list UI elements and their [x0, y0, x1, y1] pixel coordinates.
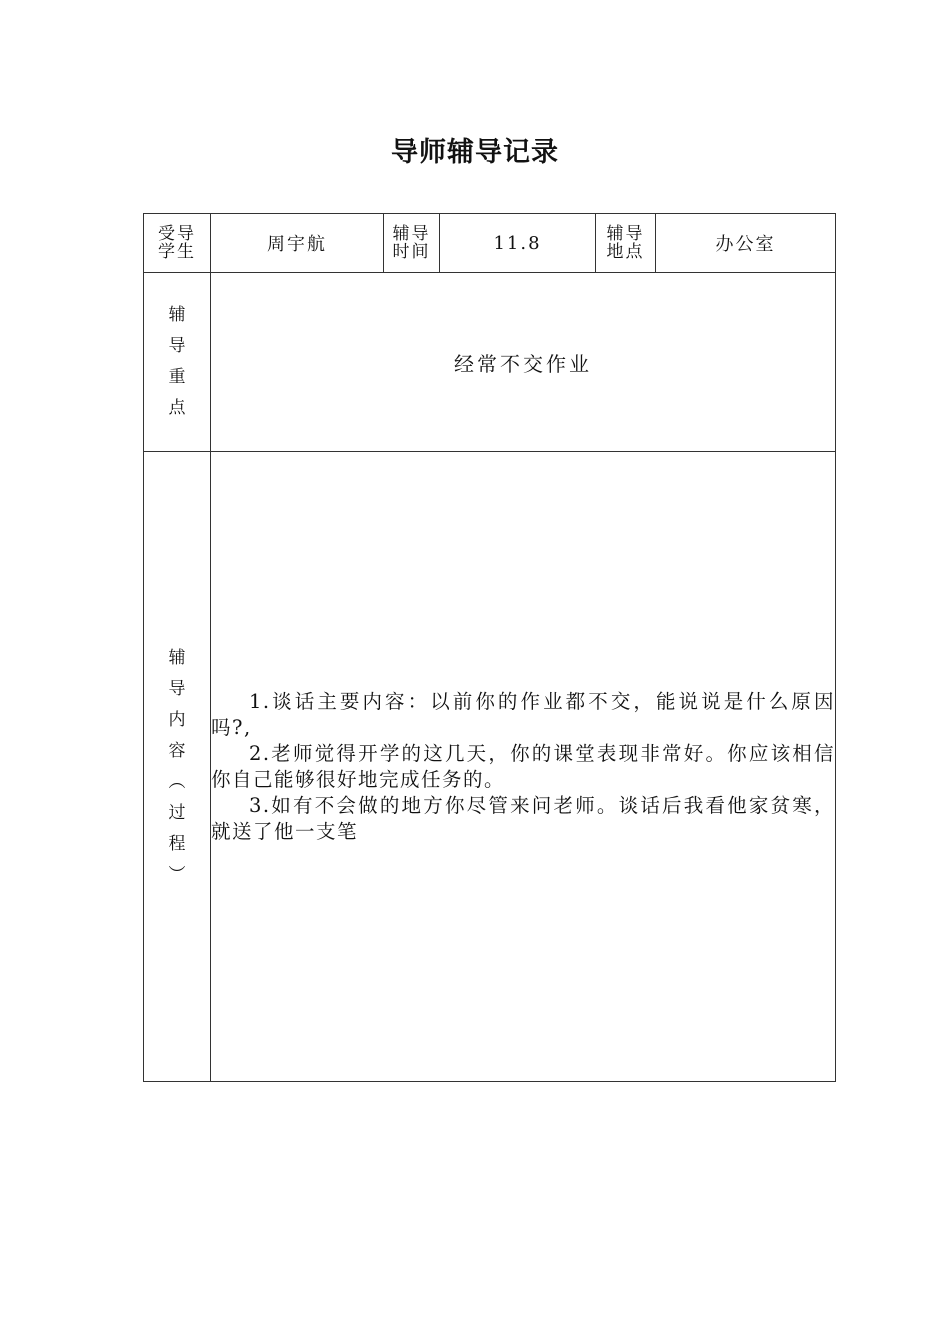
- content-label: [144, 452, 211, 1082]
- place-value: 办公室: [656, 214, 836, 273]
- content-label-char: ︶: [168, 864, 186, 885]
- content-label-char: 容: [168, 740, 186, 761]
- student-label-line2: 学生: [158, 242, 196, 262]
- focus-label: [144, 273, 211, 452]
- time-label-line1: 辅导: [392, 224, 431, 244]
- content-paragraph: 1.谈话主要内容：以前你的作业都不交，能说说是什么原因吗?,: [211, 689, 835, 739]
- record-table: [143, 213, 836, 1082]
- focus-row: [144, 273, 836, 452]
- content-label-char: 导: [168, 678, 186, 699]
- content-text: [211, 452, 836, 1082]
- time-value: 11.8: [440, 214, 596, 273]
- focus-label-char: 重: [168, 367, 186, 387]
- time-label-line2: 时间: [392, 242, 431, 262]
- content-paragraph: 2.老师觉得开学的这几天，你的课堂表现非常好。你应该相信你自己能够很好地完成任务的。: [211, 741, 835, 791]
- place-label: [596, 214, 656, 273]
- focus-label-char: 辅: [168, 305, 186, 325]
- place-label-line1: 辅导: [606, 224, 645, 244]
- focus-label-char: 点: [168, 398, 186, 418]
- focus-value: 经常不交作业: [211, 273, 836, 452]
- focus-label-char: 导: [168, 336, 186, 356]
- place-label-line2: 地点: [606, 242, 645, 262]
- content-label-char: 过: [168, 802, 186, 823]
- student-value: 周宇航: [211, 214, 384, 273]
- student-label-line1: 受导: [158, 224, 196, 244]
- header-row: [144, 214, 836, 273]
- record-table-wrapper: [143, 213, 835, 1083]
- time-label: [384, 214, 440, 273]
- content-label-char: ︵: [168, 771, 186, 792]
- content-label-char: 辅: [168, 647, 186, 668]
- content-paragraph: 3.如有不会做的地方你尽管来问老师。谈话后我看他家贫寒，就送了他一支笔: [211, 793, 835, 843]
- content-row: [144, 452, 836, 1082]
- content-label-char: 程: [168, 833, 186, 854]
- document-title: 导师辅导记录: [391, 137, 559, 168]
- content-label-char: 内: [168, 709, 186, 730]
- student-label: [144, 214, 211, 273]
